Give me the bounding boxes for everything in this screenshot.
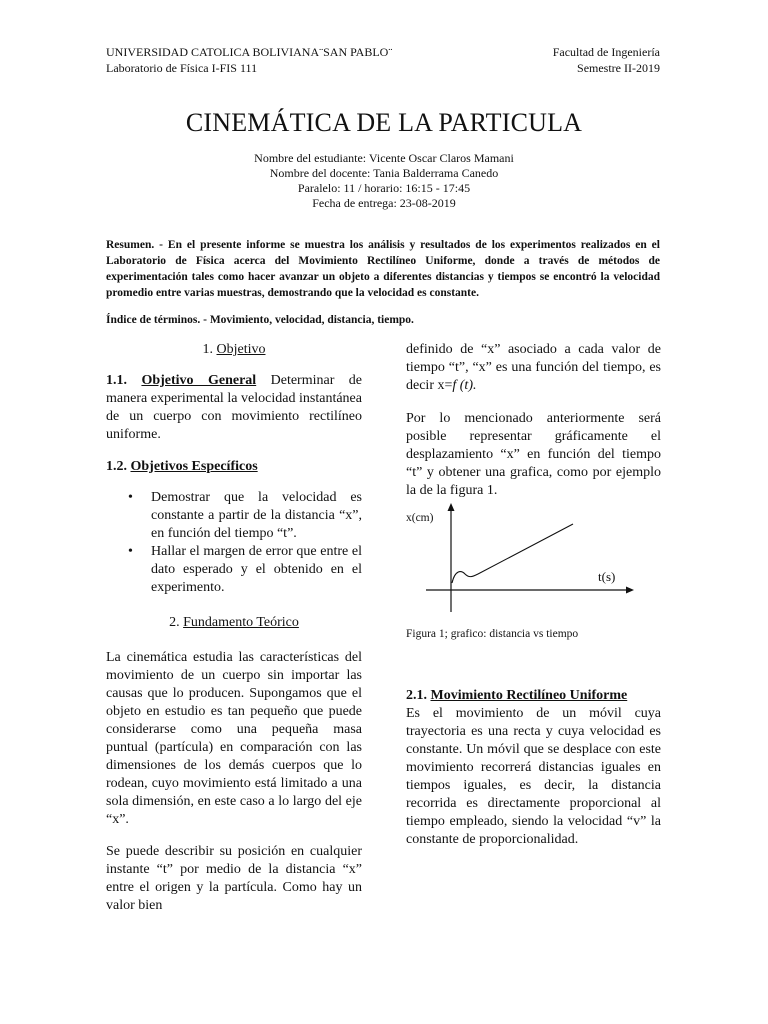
author-info xyxy=(0,151,768,211)
theory-paragraph-4: Por lo mencionado anteriormente será posible representar gráficamente el desplazamiento “x” en función del tiempo “t” y obtener una grafica, como por ejemplo la de la figura 1. xyxy=(406,411,661,498)
section21-title: Movimiento Rectilíneo Uniforme xyxy=(430,688,628,703)
specific-objectives-number: 1.2. xyxy=(106,459,127,474)
section21-text: Es el movimiento de un móvil cuya trayectoria es una recta y cuya velocidad es constante. Un móvil que se desplace con este movimiento recorrerá distancias iguales en tiempos iguales, es decir, la distancia recorrida es directamente proporcional al tiempo empleado, siendo la velocidad “v” la constante de proporcionalidad. xyxy=(406,706,661,847)
teacher-name: Nombre del docente: Tania Balderrama Canedo xyxy=(269,166,499,180)
header-left xyxy=(106,44,392,76)
header-right xyxy=(553,44,660,76)
abstract xyxy=(106,237,660,301)
general-objective-text: Determinar de manera experimental la velocidad instantánea de un cuerpo con movimiento rectilíneo uniforme. xyxy=(106,373,363,442)
section21-number: 2.1. xyxy=(406,688,427,703)
abstract-text: En el presente informe se muestra los análisis y resultados de los experimentos realizados en el Laboratorio de Física acerca del Movimiento Rectilíneo Uniforme, donde a través de métodos de experimentación tales como hacer avanzar un objeto a diferentes distancias y tiempos se encontró la velocidad promedio entre varias muestras, demostrando que la velocidad es constante. xyxy=(106,239,660,299)
y-axis-arrow-icon xyxy=(448,503,455,511)
index-terms-label: Índice de términos. - xyxy=(106,314,207,326)
section2-heading xyxy=(106,614,362,632)
bullet-text: Demostrar que la velocidad es constante a partir de la distancia “x”, en función del tiempo “t”. xyxy=(151,490,362,541)
motion-curve xyxy=(452,524,573,583)
section1-heading xyxy=(106,341,362,359)
abstract-label: Resumen. - xyxy=(106,239,163,251)
section2-title: Fundamento Teórico xyxy=(183,615,299,630)
bullet-icon: • xyxy=(128,544,133,559)
theory-paragraph-3-text: definido de “x” asociado a cada valor de tiempo “t”, “x” es una función del tiempo, es decir x= xyxy=(406,342,661,393)
figure-caption: Figura 1; grafico: distancia vs tiempo xyxy=(406,628,579,640)
section2-number: 2. xyxy=(169,615,180,630)
left-column xyxy=(106,341,362,915)
x-axis-label: t(s) xyxy=(598,569,616,584)
x-axis-arrow-icon xyxy=(626,587,634,594)
university-name: UNIVERSIDAD CATOLICA BOLIVIANA¨SAN PABLO¨ xyxy=(106,45,393,59)
section21-heading xyxy=(406,687,661,705)
distance-time-graph xyxy=(406,500,661,620)
section1-number: 1. xyxy=(202,342,213,357)
y-axis-label: x(cm) xyxy=(406,512,434,524)
index-terms-text: Movimiento, velocidad, distancia, tiempo. xyxy=(206,314,414,326)
index-terms xyxy=(106,312,660,328)
section21 xyxy=(406,687,661,849)
delivery-date: Fecha de entrega: 23-08-2019 xyxy=(312,196,456,210)
semester: Semestre II-2019 xyxy=(577,61,660,75)
schedule: Paralelo: 11 / horario: 16:15 - 17:45 xyxy=(297,181,471,195)
general-objective-title: Objetivo General xyxy=(141,373,257,388)
student-name: Nombre del estudiante: Vicente Oscar Claros Mamani xyxy=(254,151,514,165)
specific-objectives-list xyxy=(106,489,362,597)
bullet-text: Hallar el margen de error que entre el dato esperado y el obtenido en el experimento. xyxy=(151,544,362,595)
general-objective-number: 1.1. xyxy=(106,373,127,388)
specific-objectives-title: Objetivos Específicos xyxy=(130,459,258,474)
lab-name: Laboratorio de Física I-FIS 111 xyxy=(106,61,258,75)
specific-objectives-heading xyxy=(106,458,362,476)
right-column xyxy=(406,341,661,500)
general-objective xyxy=(106,372,362,444)
faculty-name: Facultad de Ingeniería xyxy=(552,45,660,59)
bullet-icon: • xyxy=(128,490,133,505)
page-title: CINEMÁTICA DE LA PARTICULA xyxy=(185,108,583,137)
theory-paragraph-2: Se puede describir su posición en cualquier instante “t” por medio de la distancia “x” entre el origen y la partícula. Como hay un valor bien xyxy=(106,844,362,913)
figure-1 xyxy=(406,500,661,620)
theory-paragraph-3 xyxy=(406,341,661,395)
list-item xyxy=(106,543,362,597)
section1-title: Objetivo xyxy=(216,342,266,357)
theory-paragraph-1: La cinemática estudia las características del movimiento de un cuerpo sin importar las causas que lo producen. Supongamos que el objeto en estudio es tan pequeño que puede considerarse como una pequeña masa puntual (partícula) en comparación con las dimensiones de los demás cuerpos que lo rodean, cuyo movimiento está limitado a una sola dimensión, en este caso a lo largo del eje “x”. xyxy=(106,650,362,827)
list-item xyxy=(106,489,362,543)
function-notation: f (t). xyxy=(452,378,477,393)
